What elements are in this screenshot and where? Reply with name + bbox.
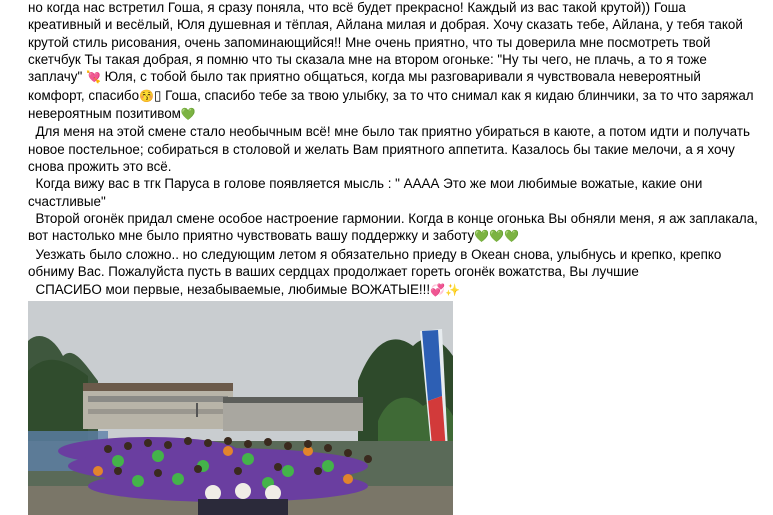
group-photo-image[interactable]: [28, 301, 453, 515]
post-paragraph-6: [28, 281, 758, 299]
post-paragraph-4: [28, 210, 762, 246]
missing-glyph-box: ▯: [154, 87, 162, 103]
group-photo-drawing: [28, 301, 453, 515]
post-paragraph-3: Когда вижу вас в тгк Паруса в голове появляется мысль : " АААА Это же мои любимые вожатые, какие они счастливые": [28, 176, 707, 209]
heart-ribbon-emoji: 💘: [85, 70, 101, 85]
green-heart-emoji: 💚: [180, 107, 196, 122]
post-text-segment: Гоша, спасибо тебе за твою улыбку, за то что снимал как я кидаю блинчики, за то что заряжал невероятным позитивом: [28, 87, 754, 122]
green-hearts-emoji: 💚💚💚: [474, 229, 520, 244]
blush-emoji: 😚: [139, 88, 155, 103]
heart-sparkle-emoji: 💞✨: [430, 282, 460, 297]
post-text-segment: но когда нас встретил Гоша, я сразу поняла, что всё будет прекрасно! Каждый из вас такой крутой)) Гоша креативный и весёлый, Юля душевная и тёплая, Айлана милая и добрая. Хочу сказать тебе, Айлана, у тебя такой крутой стиль рисования, очень запоминающийся!! Мне очень приятно, что ты доверила мне посмотреть твой скетчбук Ты такая добрая, я помню что ты сказала мне на втором огоньке: "Ну ты чего, не плачь, а то я тоже заплачу": [28, 0, 743, 85]
post-text-segment: Второй огонёк придал смене особое настроение гармонии. Когда в конце огонька Вы обняли меня, я аж заплакала, вот настолько мне было приятно чувствовать вашу поддержку и заботу: [28, 211, 762, 244]
post-text-segment: СПАСИБО мои первые, незабываемые, любимые ВОЖАТЫЕ!!!: [28, 281, 431, 297]
post-text-segment: Юля, с тобой было так приятно общаться, когда мы разговаривали я чувствовала невероятный комфорт, спасибо: [28, 69, 701, 103]
post-paragraph-1: [28, 0, 758, 123]
post-text: [28, 0, 762, 299]
post-paragraph-2: Для меня на этой смене стало необычным всё! мне было так приятно убираться в каюте, а потом идти и получать новое постельное; собираться в столовой и желать Вам приятного аппетита. Казалось бы такие мелочи, а я хочу снова прожить это всё.: [28, 124, 754, 175]
post-paragraph-5: Уезжать было сложно.. но следующим летом я обязательно приеду в Океан снова, улыбнусь и крепко, крепко обниму Вас. Пожалуйста пусть в ваших сердцах продолжает гореть огонёк вожатства, Вы лучшие: [28, 246, 726, 280]
